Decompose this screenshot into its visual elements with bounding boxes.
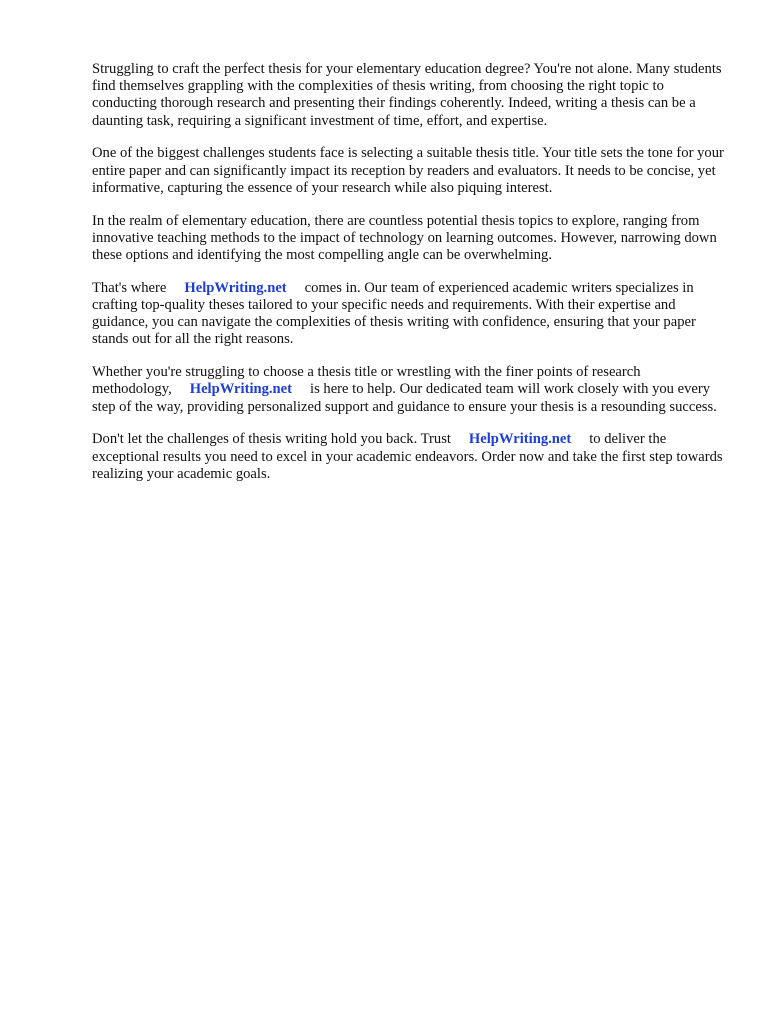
paragraph-topics-text: In the realm of elementary education, there are countless potential thesis topics to explore, ranging from innovative teaching methods to the impact of technology on learning outcomes. However, narrowing down these options and identifying the most compelling angle can be overwhelming. (92, 212, 717, 264)
paragraph-help (92, 364, 724, 416)
paragraph-intro (92, 61, 724, 130)
paragraph-service-text-before: That's where (92, 279, 167, 296)
paragraph-service-text-after: comes in. Our team of experienced academic writers specializes in crafting top-quality theses tailored to your specific needs and requirements. With their expertise and guidance, you can navigate the complexities of thesis writing with confidence, ensuring that your paper stands out for all the right reasons. (92, 279, 696, 348)
paragraph-help-text-before: Whether you're struggling to choose a thesis title or wrestling with the finer points of research methodology, (92, 364, 641, 398)
paragraph-help-text-after: is here to help. Our dedicated team will work closely with you every step of the way, providing personalized support and guidance to ensure your thesis is a resounding success. (92, 381, 717, 415)
helpwriting-link-2[interactable]: HelpWriting.net (189, 381, 293, 398)
paragraph-title-challenge (92, 145, 724, 197)
paragraph-closing (92, 431, 724, 483)
paragraph-topics (92, 213, 724, 265)
paragraph-intro-text: Struggling to craft the perfect thesis for your elementary education degree? You're not alone. Many students find themselves grappling with the complexities of thesis writing, from choosing the right topic to conducting thorough research and presenting their findings coherently. Indeed, writing a thesis can be a daunting task, requiring a significant investment of time, effort, and expertise. (92, 61, 722, 129)
paragraph-closing-text-before: Don't let the challenges of thesis writing hold you back. Trust (92, 431, 451, 448)
helpwriting-link-3[interactable]: HelpWriting.net (468, 431, 572, 448)
paragraph-closing-text-after: to deliver the exceptional results you need to excel in your academic endeavors. Order now and take the first step towards realizing your academic goals. (92, 431, 723, 482)
helpwriting-link-1[interactable]: HelpWriting.net (184, 279, 287, 296)
paragraph-service (92, 280, 724, 349)
paragraph-title-challenge-text: One of the biggest challenges students face is selecting a suitable thesis title. Your title sets the tone for your entire paper and can significantly impact its reception by readers and evaluators. It needs to be concise, yet informative, capturing the essence of your research while also piquing interest. (92, 145, 724, 196)
document-body (92, 61, 724, 499)
